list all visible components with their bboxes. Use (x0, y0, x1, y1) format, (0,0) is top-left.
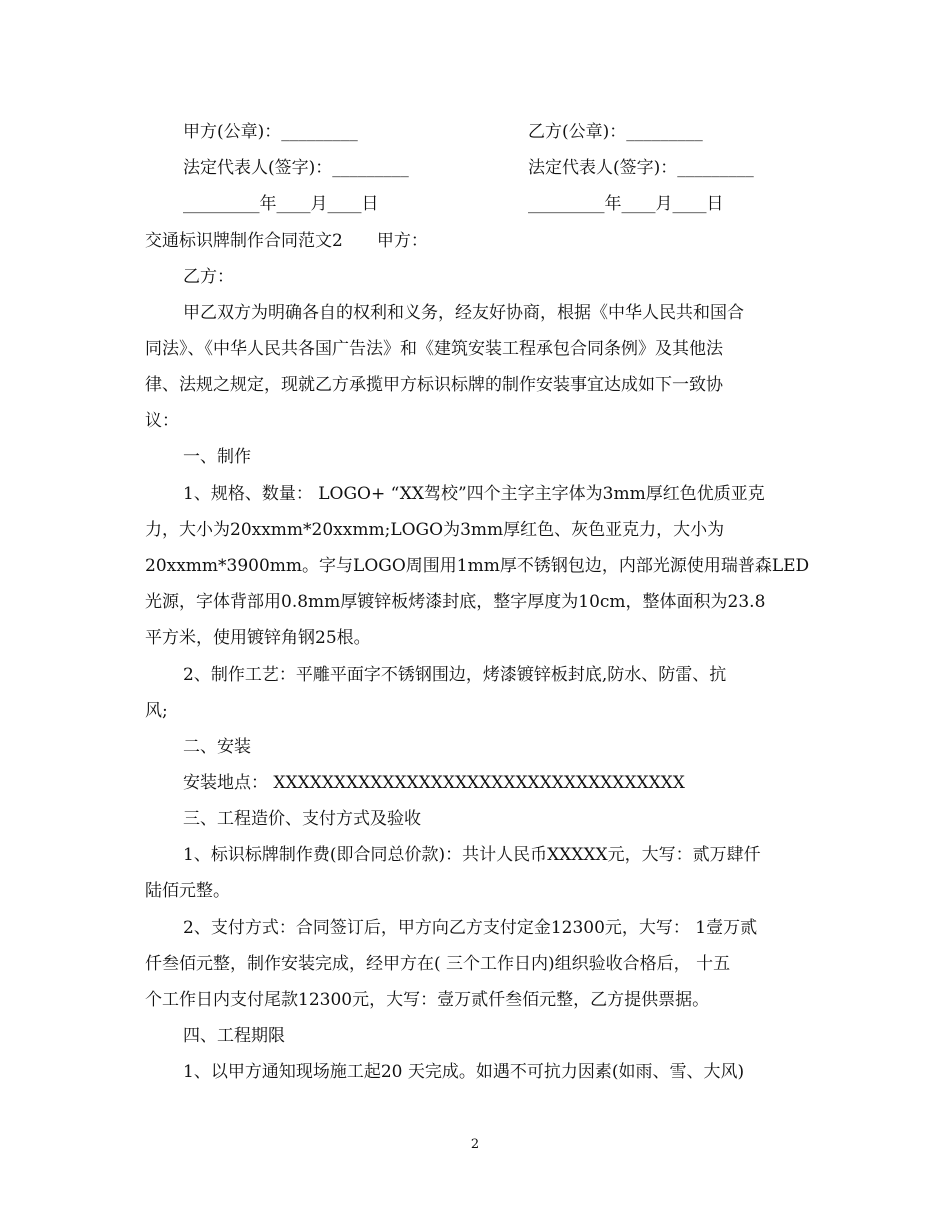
party-b-seal: 乙方(公章)：_________ (528, 122, 703, 142)
price-line: 陆佰元整。 (145, 881, 230, 901)
spec-line: 20xxmm*3900mm。字与LOGO周围用1mm厚不锈钢包边，内部光源使用瑞普森LED (145, 556, 810, 576)
intro-line: 律、法规之规定，现就乙方承揽甲方标识标牌的制作安装事宜达成如下一致协 (145, 375, 723, 395)
craft-line: 风; (145, 701, 168, 721)
section-heading: 一、制作 (183, 447, 251, 467)
intro-line: 甲乙双方为明确各自的权利和义务，经友好协商，根据《中华人民共和国合 (183, 303, 744, 323)
party-a-representative: 法定代表人(签字)：_________ (183, 158, 409, 178)
spec-line: 1、规格、数量： LOGO+ “XX驾校”四个主字主字体为3mm厚红色优质亚克 (183, 484, 765, 504)
page-number: 2 (470, 1137, 480, 1152)
payment-line: 仟叁佰元整，制作安装完成，经甲方在( 三个工作日内)组织验收合格后， 十五 (145, 954, 731, 974)
spec-line: 力，大小为20xxmm*20xxmm;LOGO为3mm厚红色、灰色亚克力，大小为 (145, 520, 725, 540)
intro-line: 议： (145, 411, 179, 431)
craft-line: 2、制作工艺：平雕平面字不锈钢围边，烤漆镀锌板封底,防水、防雷、抗 (183, 665, 727, 685)
price-line: 1、标识标牌制作费(即合同总价款)：共计人民币XXXXX元，大写：贰万肆仟 (183, 845, 761, 865)
section-heading: 三、工程造价、支付方式及验收 (183, 809, 421, 829)
party-a-seal: 甲方(公章)：_________ (183, 122, 358, 142)
install-location: 安装地点： XXXXXXXXXXXXXXXXXXXXXXXXXXXXXXXXXX (183, 773, 685, 793)
party-b-date: _________年____月____日 (528, 194, 724, 214)
section-heading: 二、安装 (183, 737, 251, 757)
payment-line: 2、支付方式：合同签订后，甲方向乙方支付定金12300元，大写： 1壹万贰 (183, 918, 758, 938)
party-b-representative: 法定代表人(签字)：_________ (528, 158, 754, 178)
spec-line: 光源，字体背部用0.8mm厚镀锌板烤漆封底，整字厚度为10cm，整体面积为23.8 (145, 592, 766, 612)
term-line: 1、以甲方通知现场施工起20 天完成。如遇不可抗力因素(如雨、雪、大风) (183, 1062, 745, 1082)
spec-line: 平方米，使用镀锌角钢25根。 (145, 628, 371, 648)
party-a-date: _________年____月____日 (183, 194, 379, 214)
contract-title: 交通标识牌制作合同范文2 甲方： (145, 231, 428, 251)
party-b-label: 乙方： (183, 267, 234, 287)
intro-line: 同法》、《中华人民共各国广告法》和《建筑安装工程承包合同条例》及其他法 (145, 339, 723, 359)
payment-line: 个工作日内支付尾款12300元，大写：壹万贰仟叁佰元整，乙方提供票据。 (145, 990, 710, 1010)
section-heading: 四、工程期限 (183, 1026, 285, 1046)
